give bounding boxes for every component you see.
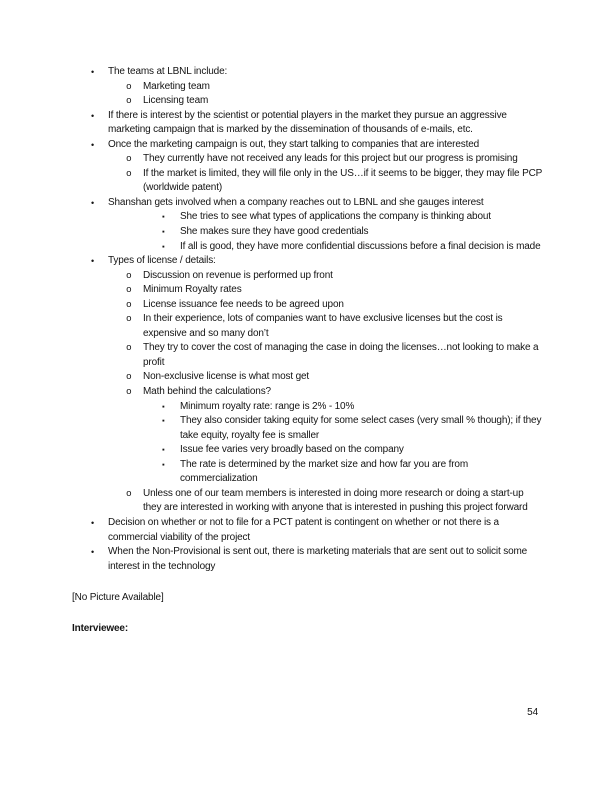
list-item [126,385,543,400]
list-item-text: In their experience, lots of companies want to have exclusive licenses but the cost is expensive and so many don’t [143,313,503,339]
bullet-square-icon: ▪ [162,445,165,455]
list-item-text: Minimum Royalty rates [143,284,242,296]
list-item [126,152,543,167]
list-item-text: The rate is determined by the market size and how far you are from commercialization [180,458,469,485]
list-item-text: If all is good, they have more confidential discussions before a final decision is made [180,240,541,252]
list-item-text: They also consider taking equity for some select cases (very small % though); if they take equity, royalty fee is smaller [180,415,542,441]
list-item [126,167,543,196]
bullet-square-icon: ▪ [162,416,165,426]
interviewee-label: Interviewee: [72,622,129,634]
bullet-disc-icon: • [91,139,95,150]
bullet-circle-icon: o [126,153,132,165]
list-item [162,443,544,458]
list-item-text: If there is interest by the scientist or potential players in the market they pursue an aggressive marketing campaign that is marked by the dissemination of thousands of e-mails, etc. [108,109,507,136]
bullet-circle-icon: o [126,487,132,499]
list-item [91,109,544,138]
bullet-square-icon: ▪ [162,459,165,469]
list-item [91,545,544,574]
list-item-text: They try to cover the cost of managing the case in doing the licenses…not looking to make a profit [143,342,539,368]
list-item-text: Math behind the calculations? [143,386,271,398]
bullet-circle-icon: o [126,313,132,325]
list-item [126,94,543,109]
list-item-text: When the Non-Provisional is sent out, there is marketing materials that are sent out to solicit some interest in the technology [108,546,528,572]
list-item-text: Non-exclusive license is what most get [143,371,310,383]
list-item [126,269,543,284]
list-item [162,414,544,443]
list-item-text: She tries to see what types of applications the company is thinking about [180,211,491,223]
list-item [126,312,543,341]
notes-list [0,65,612,574]
bullet-circle-icon: o [126,386,132,398]
list-item [91,516,544,545]
bullet-circle-icon: o [126,342,132,354]
list-item-text: Marketing team [143,80,210,92]
list-item-text: The teams at LBNL include: [108,66,228,77]
list-item-text: Types of license / details: [108,255,216,267]
bullet-circle-icon: o [126,80,132,92]
no-picture-note: [No Picture Available] [72,592,164,604]
list-item [126,370,543,385]
bullet-square-icon: ▪ [162,212,165,222]
list-item-text: Discussion on revenue is performed up front [143,269,333,281]
list-item-text: License issuance fee needs to be agreed upon [143,298,344,310]
bullet-circle-icon: o [126,269,132,281]
list-item [162,240,544,255]
list-item-text: If the market is limited, they will file only in the US…if it seems to be bigger, they may file PCP (worldwide patent) [143,167,543,194]
list-item-text: Once the marketing campaign is out, they start talking to companies that are interested [108,138,480,150]
bullet-circle-icon: o [126,95,132,107]
list-item [91,254,544,269]
bullet-square-icon: ▪ [162,227,165,237]
list-item [91,138,544,153]
bullet-square-icon: ▪ [162,241,165,251]
list-item [126,298,543,313]
list-item [162,458,544,487]
list-item-text: Unless one of our team members is interested in doing more research or doing a start-up they are interested in working with anyone that is interested in pushing this project forward [143,487,528,514]
bullet-square-icon: ▪ [162,401,165,411]
list-item-text: They currently have not received any leads for this project but our progress is promising [143,153,518,165]
list-item [126,80,543,95]
bullet-disc-icon: • [91,547,95,558]
bullet-disc-icon: • [91,197,95,208]
list-item-text: Issue fee varies very broadly based on the company [180,444,404,456]
bullet-circle-icon: o [126,371,132,383]
list-item [162,400,544,415]
list-item-text: Shanshan gets involved when a company reaches out to LBNL and she gauges interest [108,196,484,208]
bullet-circle-icon: o [126,284,132,296]
bullet-disc-icon: • [91,256,95,267]
list-item [162,210,544,225]
list-item [91,196,544,211]
bullet-disc-icon: • [91,67,95,77]
bullet-disc-icon: • [91,110,95,121]
bullet-circle-icon: o [126,298,132,310]
list-item [126,341,543,370]
list-item-text: Decision on whether or not to file for a PCT patent is contingent on whether or not there is a commercial viability of the project [108,516,499,543]
list-item [126,283,543,298]
list-item [91,65,544,80]
list-item-text: She makes sure they have good credentials [180,226,369,238]
list-item [126,487,543,516]
page-number: 54 [527,707,538,718]
bullet-circle-icon: o [126,167,132,179]
list-item-text: Minimum royalty rate: range is 2% - 10% [180,400,355,412]
list-item-text: Licensing team [143,95,209,107]
list-item [162,225,544,240]
bullet-disc-icon: • [91,517,95,528]
